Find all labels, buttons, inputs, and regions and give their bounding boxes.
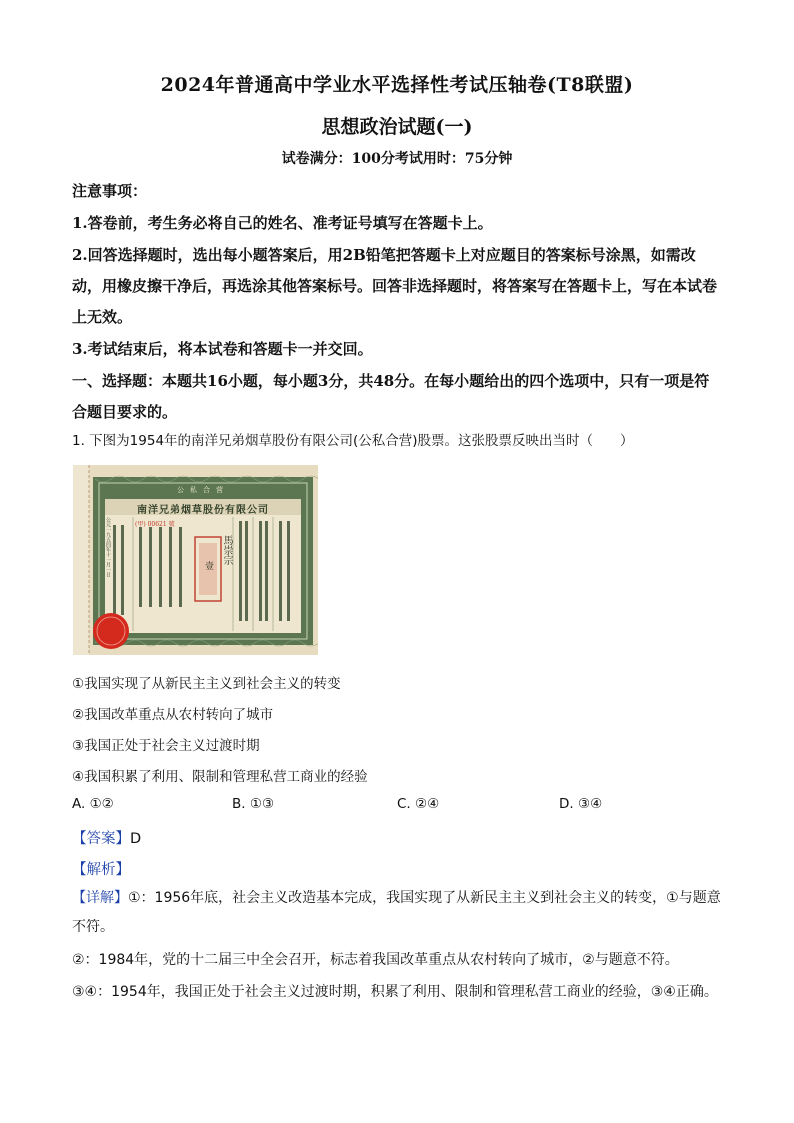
stock-certificate-image: [73, 465, 318, 655]
choice-b[interactable]: B. ①③: [232, 796, 275, 812]
notice-item-1: 1.答卷前，考生务必将自己的姓名、准考证号填写在答题卡上。: [72, 214, 493, 232]
detail-tag: 【详解】: [72, 890, 128, 906]
exam-title: 2024年普通高中学业水平选择性考试压轴卷(T8联盟): [160, 74, 634, 96]
notice-heading: 注意事项：: [72, 182, 148, 200]
notice-item-2: 2.回答选择题时，选出每小题答案后，用2B铅笔把答题卡上对应题目的答案标号涂黑，如需改动，用橡皮擦干净后，再选涂其他答案标号。回答非选择题时，将答案写在答题卡上，写在本试卷上无效。: [72, 246, 718, 326]
question-stem: 1. 下图为1954年的南洋兄弟烟草股份有限公司(公私合营)股票。这张股票反映出当时（ ）: [72, 433, 634, 449]
statement-4: ④我国积累了利用、限制和管理私营工商业的经验: [72, 769, 368, 785]
exam-subtitle: 思想政治试题(一): [321, 116, 473, 138]
detail-line-2: ②：1984年，党的十二届三中全会召开，标志着我国改革重点从农村转向了城市，②与题意不符。: [72, 952, 679, 968]
statement-1: ①我国实现了从新民主主义到社会主义的转变: [72, 676, 341, 692]
certificate-date: 公元一九五四年十一月一日: [105, 517, 111, 577]
detail-text-1: ①：1956年底，社会主义改造基本完成，我国实现了从新民主主义到社会主义的转变，①与题意不符。: [72, 890, 721, 935]
answer-value: D: [130, 831, 142, 847]
certificate-shares: 壹: [205, 562, 215, 572]
answer-tag: 【答案】: [72, 831, 130, 847]
certificate-company-name: 南洋兄弟烟草股份有限公司: [137, 505, 269, 516]
certificate-holder: 馬崇宗: [221, 535, 232, 565]
detail-line-1: [72, 884, 724, 942]
choice-c[interactable]: C. ②④: [397, 796, 440, 812]
analysis-tag: 【解析】: [72, 862, 130, 878]
choice-d[interactable]: D. ③④: [559, 796, 603, 812]
choice-row: [72, 796, 724, 816]
analysis-line: [72, 858, 130, 879]
section-heading: 一、选择题：本题共16小题，每小题3分，共48分。在每小题给出的四个选项中，只有一项是符合题目要求的。: [72, 372, 710, 421]
detail-line-3: ③④：1954年，我国正处于社会主义过渡时期，积累了利用、限制和管理私营工商业的经验，③④正确。: [72, 984, 718, 1000]
certificate-serial: (甲) 00621 號: [135, 521, 175, 528]
answer-line: [72, 827, 141, 848]
statement-3: ③我国正处于社会主义过渡时期: [72, 738, 260, 754]
notice-item-3: 3.考试结束后，将本试卷和答题卡一并交回。: [72, 340, 373, 358]
statement-2: ②我国改革重点从农村转向了城市: [72, 707, 274, 723]
choice-a[interactable]: A. ①②: [72, 796, 114, 812]
certificate-top-text: 公私合营: [177, 486, 229, 494]
exam-meta: 试卷满分：100分考试用时：75分钟: [281, 151, 513, 167]
